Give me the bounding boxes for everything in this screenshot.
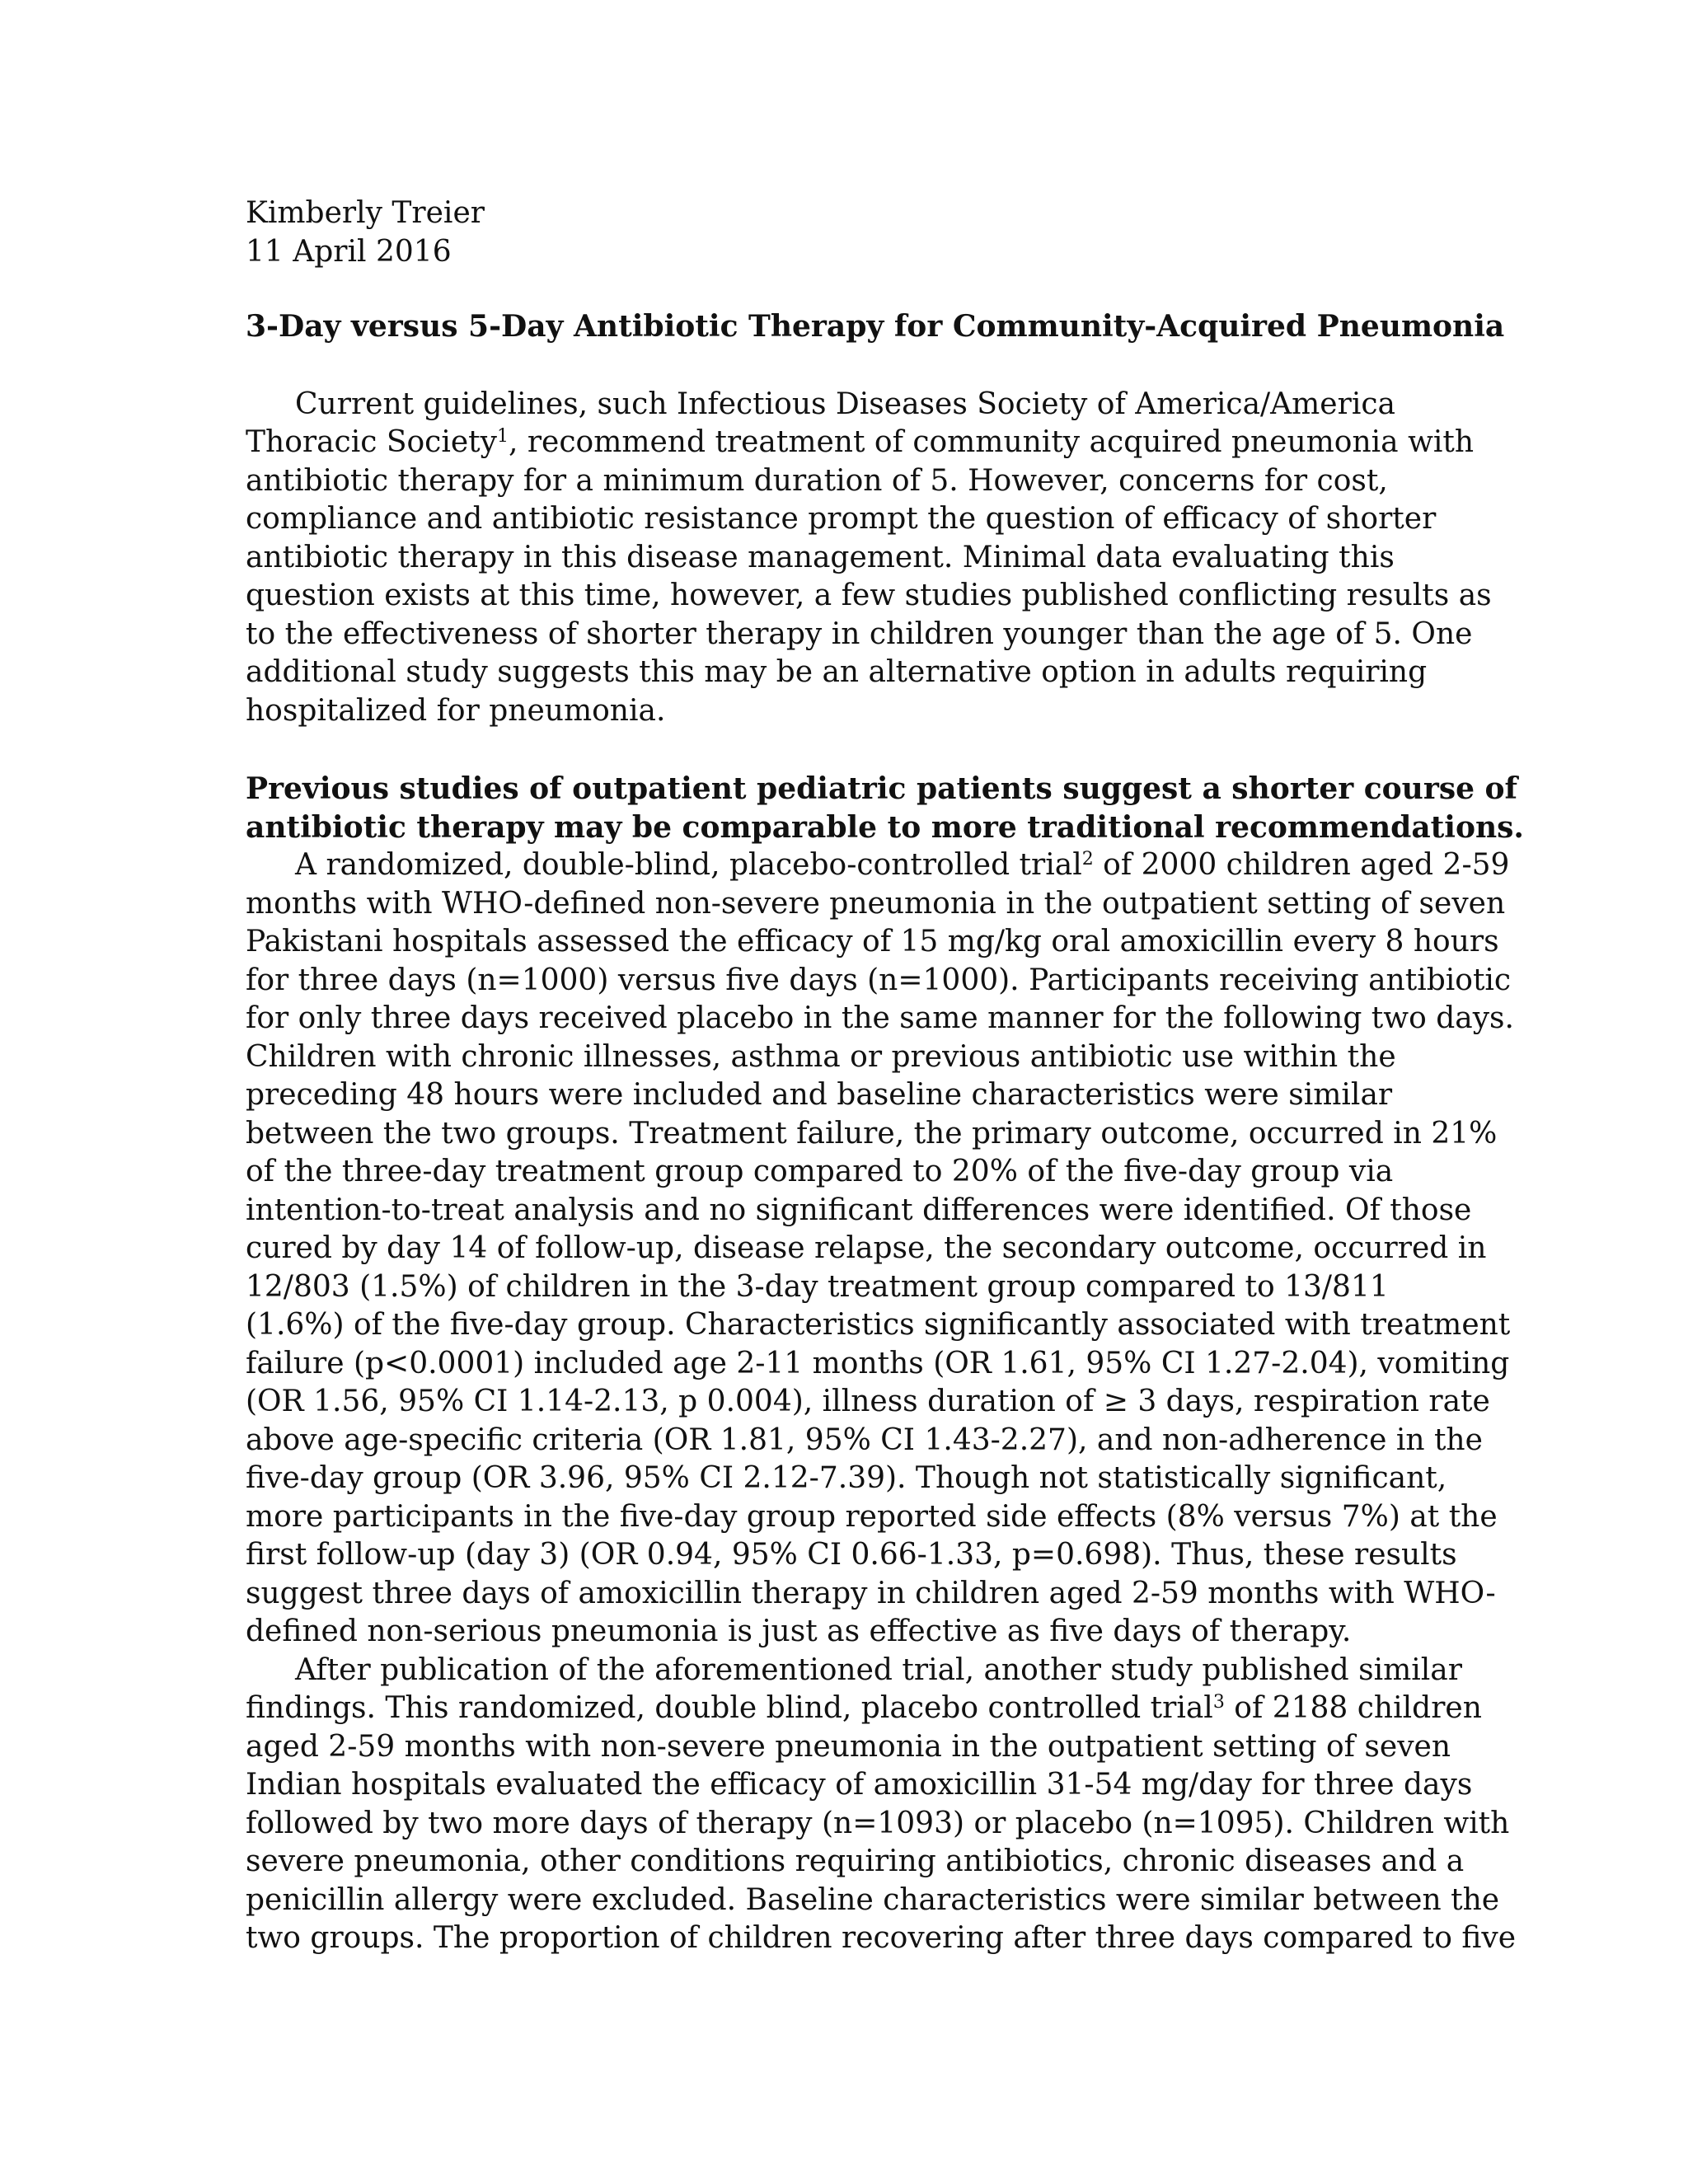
text-line: for only three days received placebo in the same manner for the following two days. bbox=[246, 1001, 1514, 1035]
text-line: to the effectiveness of shorter therapy in children younger than the age of 5. One bbox=[246, 616, 1473, 651]
citation-superscript: 1 bbox=[496, 426, 509, 447]
text-line: Children with chronic illnesses, asthma or previous antibiotic use within the bbox=[246, 1039, 1396, 1074]
text-line: for three days (n=1000) versus five days (n=1000). Participants receiving antibiotic bbox=[246, 963, 1512, 997]
text-line bbox=[246, 846, 1510, 885]
body-paragraph-2 bbox=[246, 1652, 1517, 1958]
text-line bbox=[246, 424, 1475, 462]
citation-superscript: 3 bbox=[1212, 1692, 1225, 1713]
text-line: 12/803 (1.5%) of children in the 3-day treatment group compared to 13/811 bbox=[246, 1269, 1389, 1304]
text-line: defined non-serious pneumonia is just as effective as five days of therapy. bbox=[246, 1615, 1352, 1648]
text-line: (OR 1.56, 95% CI 1.14-2.13, p 0.004), illness duration of ≥ 3 days, respiration rate bbox=[246, 1385, 1490, 1418]
text-line bbox=[246, 1690, 1482, 1728]
text-line: antibiotic therapy in this disease management. Minimal data evaluating this bbox=[246, 540, 1395, 574]
heading-line: antibiotic therapy may be comparable to more traditional recommendations. bbox=[246, 809, 1524, 845]
text-fragment: , recommend treatment of community acquired pneumonia with bbox=[508, 425, 1475, 459]
text-line: cured by day 14 of follow-up, disease relapse, the secondary outcome, occurred in bbox=[246, 1231, 1487, 1265]
text-line: followed by two more days of therapy (n=1093) or placebo (n=1095). Children with bbox=[246, 1806, 1510, 1840]
text-line: months with WHO-defined non-severe pneumonia in the outpatient setting of seven bbox=[246, 886, 1506, 921]
text-line: severe pneumonia, other conditions requiring antibiotics, chronic diseases and a bbox=[246, 1844, 1465, 1878]
text-line: more participants in the five-day group reported side effects (8% versus 7%) at the bbox=[246, 1499, 1498, 1534]
text-line: of the three-day treatment group compared to 20% of the five-day group via bbox=[246, 1155, 1394, 1188]
text-line: After publication of the aforementioned trial, another study published similar bbox=[295, 1652, 1462, 1687]
heading-line: Previous studies of outpatient pediatric patients suggest a shorter course of bbox=[246, 771, 1518, 806]
body-paragraph-1 bbox=[246, 846, 1514, 1652]
text-line: Indian hospitals evaluated the efficacy of amoxicillin 31-54 mg/day for three days bbox=[246, 1768, 1473, 1802]
document-title: 3-Day versus 5-Day Antibiotic Therapy for Community-Acquired Pneumonia bbox=[246, 309, 1505, 344]
text-line: antibiotic therapy for a minimum duration of 5. However, concerns for cost, bbox=[246, 463, 1388, 498]
document-date: 11 April 2016 bbox=[246, 234, 452, 269]
text-line: suggest three days of amoxicillin therapy in children aged 2-59 months with WHO- bbox=[246, 1576, 1496, 1610]
intro-paragraph bbox=[246, 386, 1492, 731]
text-line: preceding 48 hours were included and baseline characteristics were similar bbox=[246, 1078, 1393, 1112]
text-line: between the two groups. Treatment failure, the primary outcome, occurred in 21% bbox=[246, 1116, 1498, 1151]
text-line: Current guidelines, such Infectious Diseases Society of America/America bbox=[295, 387, 1395, 421]
text-line: intention-to-treat analysis and no significant differences were identified. Of those bbox=[246, 1193, 1472, 1227]
text-line: compliance and antibiotic resistance prompt the question of efficacy of shorter bbox=[246, 502, 1437, 536]
text-fragment: of 2000 children aged 2-59 bbox=[1093, 848, 1510, 882]
text-line: question exists at this time, however, a few studies published conflicting results as bbox=[246, 579, 1492, 612]
text-line: failure (p<0.0001) included age 2-11 months (OR 1.61, 95% CI 1.27-2.04), vomiting bbox=[246, 1346, 1510, 1380]
text-line: above age-specific criteria (OR 1.81, 95% CI 1.43-2.27), and non-adherence in the bbox=[246, 1422, 1483, 1457]
text-fragment: findings. This randomized, double blind, placebo controlled trial bbox=[246, 1691, 1213, 1725]
text-line: two groups. The proportion of children recovering after three days compared to five bbox=[246, 1921, 1517, 1955]
text-fragment: Thoracic Society bbox=[246, 425, 497, 459]
section-heading bbox=[246, 770, 1524, 846]
text-line: penicillin allergy were excluded. Baseline characteristics were similar between the bbox=[246, 1882, 1500, 1917]
text-line: five-day group (OR 3.96, 95% CI 2.12-7.39). Though not statistically significant, bbox=[246, 1461, 1447, 1495]
document-page bbox=[246, 194, 1524, 1958]
text-line: hospitalized for pneumonia. bbox=[246, 693, 666, 728]
text-fragment: of 2188 children bbox=[1224, 1691, 1482, 1725]
text-line: (1.6%) of the five-day group. Characteristics significantly associated with treatment bbox=[246, 1308, 1511, 1342]
text-fragment: A randomized, double-blind, placebo-controlled trial bbox=[295, 848, 1082, 882]
paragraph-spacer bbox=[246, 730, 1432, 770]
text-line: Pakistani hospitals assessed the efficacy of 15 mg/kg oral amoxicillin every 8 hours bbox=[246, 925, 1499, 958]
text-line: additional study suggests this may be an alternative option in adults requiring bbox=[246, 655, 1428, 689]
author-name: Kimberly Treier bbox=[246, 196, 485, 230]
text-line: aged 2-59 months with non-severe pneumonia in the outpatient setting of seven bbox=[246, 1729, 1451, 1764]
text-line: first follow-up (day 3) (OR 0.94, 95% CI 0.66-1.33, p=0.698). Thus, these results bbox=[246, 1538, 1457, 1572]
citation-superscript: 2 bbox=[1081, 849, 1094, 869]
